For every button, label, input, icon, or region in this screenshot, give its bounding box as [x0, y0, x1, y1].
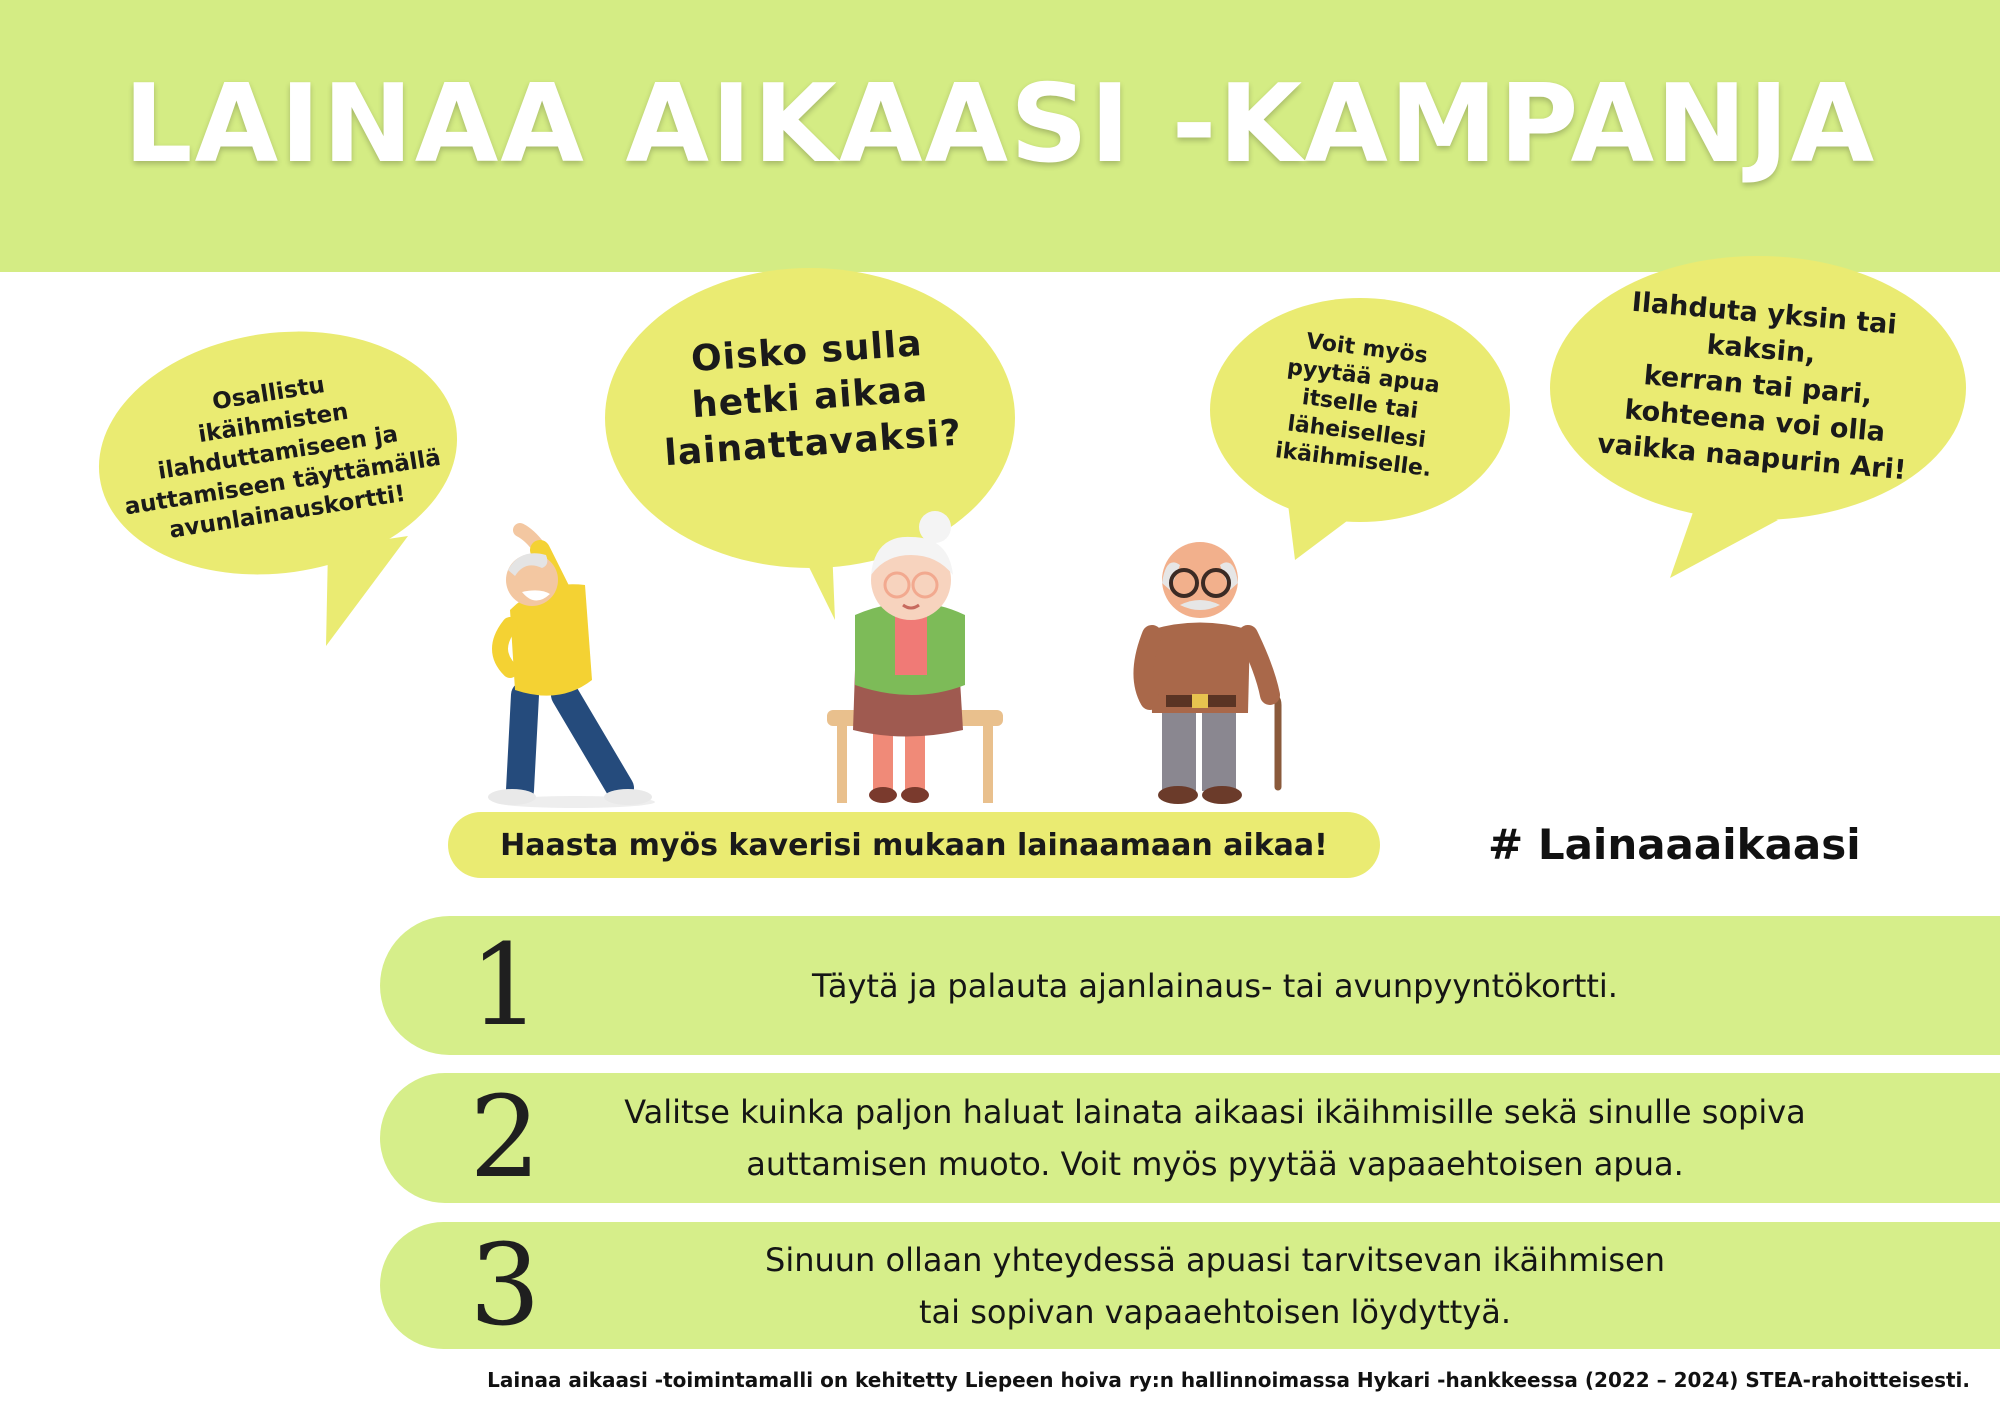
speech-bubble-participate [88, 318, 470, 648]
step-text: Täytä ja palauta ajanlainaus- tai avunpyyntökortti. [812, 966, 1618, 1005]
step-text: Sinuun ollaan yhteydessä apuasi tarvitsevan ikäihmisen tai sopivan vapaaehtoisen löydyttyä. [765, 1240, 1665, 1331]
step-3-banner [380, 1222, 2000, 1349]
grandfather-with-cane-illustration [1130, 535, 1290, 805]
step-text: Valitse kuinka paljon haluat lainata aikaasi ikäihmisille sekä sinulle sopiva auttamisen muoto. Voit myös pyytää vapaaehtoisen apua. [624, 1093, 1806, 1183]
step-number: 1 [469, 920, 541, 1051]
challenge-banner: Haasta myös kaverisi mukaan lainaamaan aikaa! [448, 812, 1380, 878]
speech-bubble-text: Oisko sulla hetki aikaa lainattavaksi? [663, 323, 964, 475]
step-2-banner [380, 1073, 2000, 1203]
step-number: 2 [469, 1073, 541, 1203]
hashtag-label: # Lainaaaikaasi [1488, 820, 1861, 869]
page-title: LAINAA AIKAASI -KAMPANJA [123, 62, 1877, 187]
stretching-man-illustration [480, 510, 660, 810]
seated-grandmother-illustration [825, 505, 1005, 805]
speech-bubble-text: Voit myös pyytää apua itselle tai läheisellesi ikäihmiselle. [1273, 329, 1442, 483]
speech-bubble-rhyme [1548, 258, 1968, 588]
step-1-banner [380, 916, 2000, 1055]
speech-bubble-text: Osallistu ikäihmisten ilahduttamiseen ja auttamiseen täyttämällä avunlainauskortti! [122, 372, 443, 544]
header-banner [0, 0, 2000, 272]
speech-bubble-text: Ilahduta yksin tai kaksin, kerran tai pari, kohteena voi olla vaikka naapurin Ari! [1596, 286, 1908, 486]
step-number: 3 [469, 1220, 541, 1351]
funding-footnote: Lainaa aikaasi -toimintamalli on kehitetty Liepeen hoiva ry:n hallinnoimassa Hykari -hankkeessa (2022 – 2024) STEA-rahoitteisesti. [487, 1368, 1970, 1392]
speech-bubble-ask-help [1205, 290, 1515, 570]
